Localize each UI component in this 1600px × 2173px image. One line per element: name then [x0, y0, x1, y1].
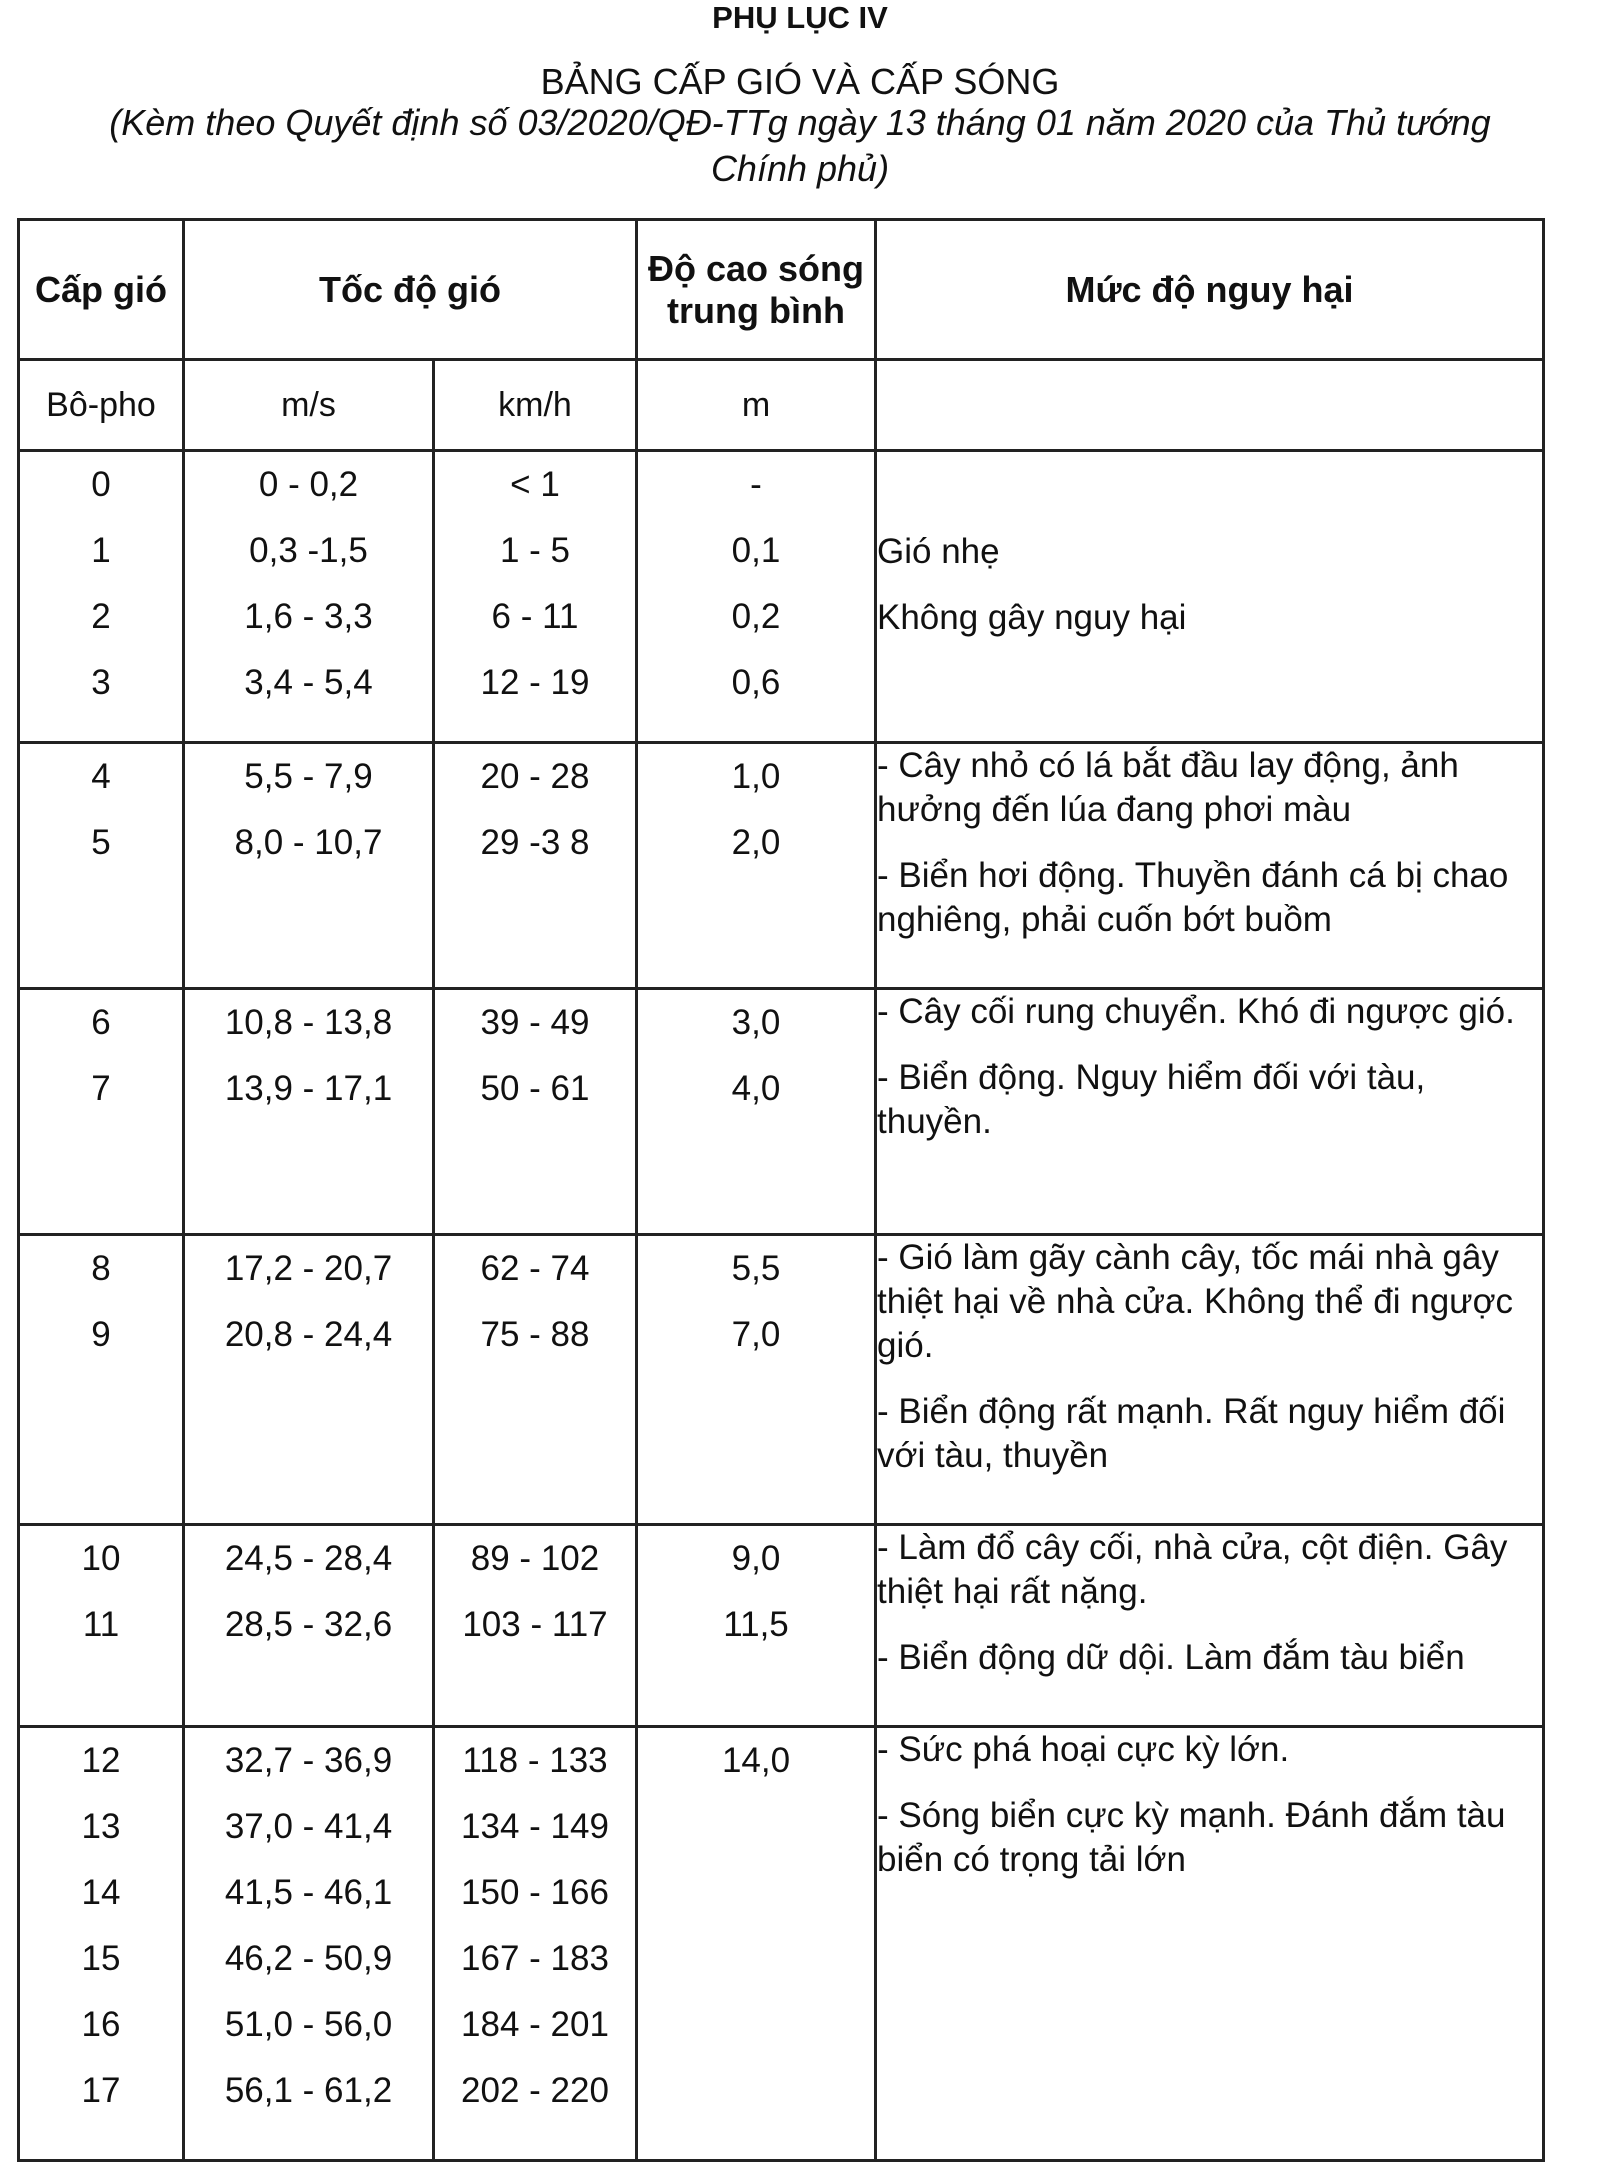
header-row: [19, 220, 1544, 360]
cell-danger-description: [876, 1235, 1544, 1525]
value-ms: 0,3 -1,5: [249, 531, 368, 570]
value-ms: 37,0 - 41,4: [224, 1807, 393, 1846]
unit-kmh: km/h: [434, 360, 637, 451]
header-wind-level: Cấp gió: [19, 220, 184, 360]
header-danger-level: Mức độ nguy hại: [876, 220, 1544, 360]
cell-kmh: [434, 1525, 637, 1727]
value-ms: 10,8 - 13,8: [224, 1003, 393, 1042]
unit-ms: m/s: [184, 360, 434, 451]
cell-wave: [637, 989, 876, 1235]
value-level: 1: [91, 531, 111, 570]
cell-ms: [184, 989, 434, 1235]
scale-group-row: [19, 1235, 1544, 1525]
value-kmh: 89 - 102: [470, 1539, 600, 1578]
value-ms: 51,0 - 56,0: [224, 2005, 393, 2044]
document-title: BẢNG CẤP GIÓ VÀ CẤP SÓNG: [540, 61, 1060, 102]
value-wave: 1,0: [731, 757, 781, 796]
value-kmh: 134 - 149: [461, 1807, 609, 1846]
cell-level: [19, 1235, 184, 1525]
danger-description: - Biển động. Nguy hiểm đối với tàu, thuyền.: [877, 1058, 1426, 1141]
danger-description: - Làm đổ cây cối, nhà cửa, cột điện. Gây thiệt hại rất nặng.: [877, 1528, 1508, 1611]
danger-description: - Cây nhỏ có lá bắt đầu lay động, ảnh hưởng đến lúa đang phơi màu: [877, 746, 1459, 829]
cell-level: [19, 989, 184, 1235]
subtitle-line-1: (Kèm theo Quyết định số 03/2020/QĐ-TTg ngày 13 tháng 01 năm 2020 của Thủ tướng: [109, 102, 1491, 143]
value-kmh: 6 - 11: [491, 597, 579, 636]
unit-danger-empty: [876, 360, 1544, 451]
cell-kmh: [434, 1727, 637, 2161]
value-level: 2: [91, 597, 111, 636]
scale-group-row: [19, 743, 1544, 989]
danger-description: - Biển hơi động. Thuyền đánh cá bị chao nghiêng, phải cuốn bớt buồm: [877, 856, 1509, 939]
value-kmh: 75 - 88: [480, 1315, 590, 1354]
wind-wave-scale-table: [17, 218, 1545, 2162]
value-kmh: 103 - 117: [462, 1605, 608, 1644]
cell-wave: [637, 1235, 876, 1525]
value-wave: 11,5: [723, 1605, 789, 1644]
cell-danger-description: [876, 1525, 1544, 1727]
value-ms: 8,0 - 10,7: [234, 823, 383, 862]
cell-ms: [184, 451, 434, 743]
danger-description: - Biển động rất mạnh. Rất nguy hiểm đối với tàu, thuyền: [877, 1392, 1506, 1475]
value-ms: 56,1 - 61,2: [224, 2071, 393, 2110]
cell-ms: [184, 1727, 434, 2161]
appendix-label: PHỤ LỤC IV: [712, 0, 888, 35]
value-ms: 20,8 - 24,4: [224, 1315, 393, 1354]
value-kmh: < 1: [510, 465, 560, 504]
value-level: 4: [91, 757, 111, 796]
scale-group-row: [19, 1727, 1544, 2161]
header-wind-speed: Tốc độ gió: [184, 220, 637, 360]
cell-wave: [637, 451, 876, 743]
value-wave: 0,1: [731, 531, 781, 570]
value-kmh: 202 - 220: [461, 2071, 609, 2110]
value-kmh: 20 - 28: [480, 757, 590, 796]
value-wave: [638, 1794, 874, 1860]
value-wave: 3,0: [731, 1003, 781, 1042]
value-wave: 14,0: [721, 1741, 791, 1780]
value-ms: 1,6 - 3,3: [244, 597, 373, 636]
value-ms: 41,5 - 46,1: [224, 1873, 393, 1912]
value-level: 17: [81, 2071, 121, 2110]
cell-level: [19, 743, 184, 989]
value-ms: 17,2 - 20,7: [224, 1249, 393, 1288]
value-wave: 2,0: [731, 823, 781, 862]
value-level: 7: [91, 1069, 111, 1108]
value-kmh: 1 - 5: [499, 531, 571, 570]
cell-wave: [637, 743, 876, 989]
value-wave: [638, 1926, 874, 1992]
value-level: 10: [81, 1539, 121, 1578]
value-ms: 3,4 - 5,4: [244, 663, 373, 702]
value-ms: 32,7 - 36,9: [224, 1741, 393, 1780]
danger-description: - Gió làm gãy cành cây, tốc mái nhà gây thiệt hại về nhà cửa. Không thể đi ngược gió.: [877, 1238, 1514, 1365]
danger-description: - Sức phá hoại cực kỳ lớn.: [877, 1730, 1290, 1769]
value-ms: 0 - 0,2: [258, 465, 359, 504]
danger-description: Không gây nguy hại: [877, 598, 1187, 637]
scale-group-row: [19, 1525, 1544, 1727]
value-level: 14: [81, 1873, 121, 1912]
header-wave-height: [637, 220, 876, 360]
value-kmh: 39 - 49: [480, 1003, 590, 1042]
cell-danger-description: [876, 743, 1544, 989]
value-level: 15: [81, 1939, 121, 1978]
value-kmh: 184 - 201: [461, 2005, 609, 2044]
value-level: 3: [91, 663, 111, 702]
cell-level: [19, 1525, 184, 1727]
value-wave: [638, 1992, 874, 2058]
value-wave: 4,0: [731, 1069, 781, 1108]
danger-description: - Sóng biển cực kỳ mạnh. Đánh đắm tàu biển có trọng tải lớn: [877, 1796, 1506, 1879]
value-kmh: 118 - 133: [462, 1741, 608, 1780]
value-kmh: 167 - 183: [461, 1939, 609, 1978]
value-wave: 0,2: [731, 597, 781, 636]
cell-ms: [184, 1525, 434, 1727]
value-kmh: 29 -3 8: [480, 823, 590, 862]
danger-description: Gió nhẹ: [877, 532, 1000, 571]
value-level: 6: [91, 1003, 111, 1042]
scale-group-row: [19, 451, 1544, 743]
danger-description: - Biển động dữ dội. Làm đắm tàu biển: [877, 1638, 1465, 1677]
value-level: 9: [91, 1315, 111, 1354]
subtitle-line-2: Chính phủ): [710, 148, 890, 189]
value-kmh: 12 - 19: [480, 663, 590, 702]
cell-kmh: [434, 989, 637, 1235]
value-wave: 5,5: [731, 1249, 781, 1288]
value-wave: [638, 2058, 874, 2124]
value-kmh: 62 - 74: [480, 1249, 590, 1288]
scale-group-row: [19, 989, 1544, 1235]
value-level: 5: [91, 823, 111, 862]
cell-kmh: [434, 743, 637, 989]
value-kmh: 150 - 166: [461, 1873, 609, 1912]
cell-ms: [184, 743, 434, 989]
danger-description: - Cây cối rung chuyển. Khó đi ngược gió.: [877, 992, 1515, 1031]
value-ms: 13,9 - 17,1: [224, 1069, 393, 1108]
cell-wave: [637, 1525, 876, 1727]
value-level: 12: [81, 1741, 121, 1780]
cell-level: [19, 451, 184, 743]
cell-danger-description: [876, 451, 1544, 743]
value-wave: 9,0: [731, 1539, 781, 1578]
value-ms: 24,5 - 28,4: [224, 1539, 393, 1578]
cell-wave: [637, 1727, 876, 2161]
document-subtitle: [0, 100, 1600, 192]
value-ms: 46,2 - 50,9: [224, 1939, 393, 1978]
value-level: 0: [91, 465, 111, 504]
value-level: 8: [91, 1249, 111, 1288]
value-level: 13: [81, 1807, 121, 1846]
header-wave-line-2: trung bình: [667, 289, 845, 331]
cell-kmh: [434, 1235, 637, 1525]
units-row: [19, 360, 1544, 451]
unit-wave-m: m: [637, 360, 876, 451]
value-wave: 0,6: [731, 663, 781, 702]
value-wave: 7,0: [731, 1315, 781, 1354]
unit-beaufort: Bô-pho: [19, 360, 184, 451]
value-kmh: 50 - 61: [480, 1069, 590, 1108]
value-wave: -: [750, 465, 762, 504]
cell-kmh: [434, 451, 637, 743]
value-level: 11: [82, 1605, 120, 1644]
value-ms: 5,5 - 7,9: [244, 757, 373, 796]
cell-danger-description: [876, 989, 1544, 1235]
cell-level: [19, 1727, 184, 2161]
value-ms: 28,5 - 32,6: [224, 1605, 393, 1644]
cell-danger-description: [876, 1727, 1544, 2161]
cell-ms: [184, 1235, 434, 1525]
value-wave: [638, 1860, 874, 1926]
value-level: 16: [81, 2005, 121, 2044]
header-wave-line-1: Độ cao sóng: [647, 247, 865, 289]
